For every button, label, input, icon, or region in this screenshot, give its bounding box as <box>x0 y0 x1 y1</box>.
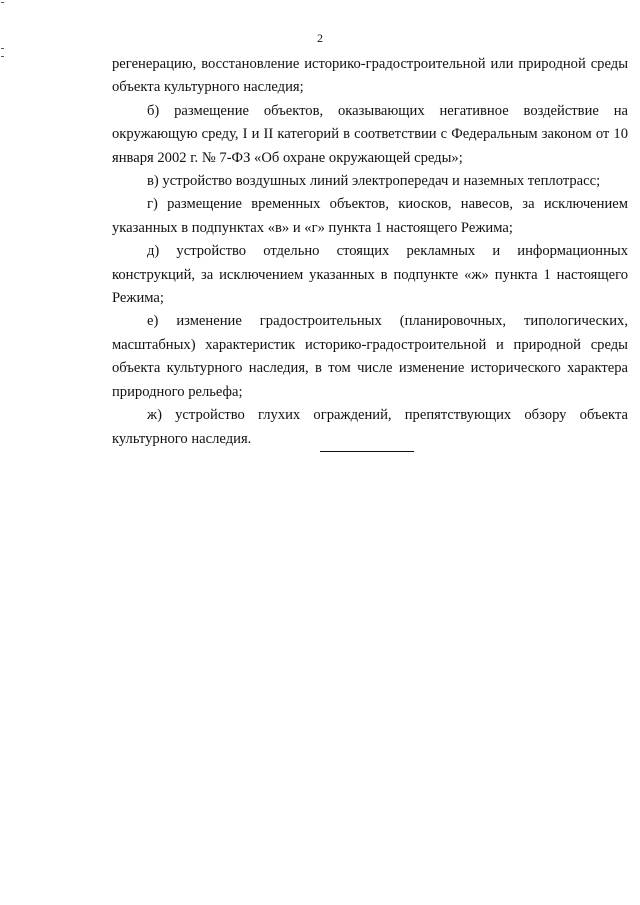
paragraph-continuation: регенерацию, восстановление историко-градостроительной или природной среды объекта культурного наследия; <box>112 56 628 96</box>
paragraph-item-d: д) устройство отдельно стоящих рекламных и информационных конструкций, за исключением указанных в подпункте «ж» пункта 1 настоящего Режима; <box>112 243 628 307</box>
paragraph-item-g: г) размещение временных объектов, киосков, навесов, за исключением указанных в подпунктах «в» и «г» пункта 1 настоящего Режима; <box>112 196 628 236</box>
end-of-text-divider <box>320 451 414 452</box>
paragraph-item-e: е) изменение градостроительных (планировочных, типологических, масштабных) характеристик историко-градостроительной и природной среды объекта культурного наследия, в том числе изменение исторического характера природного рельефа; <box>112 313 628 400</box>
page-number: 2 <box>317 31 323 45</box>
paragraph-item-b: б) размещение объектов, оказывающих негативное воздействие на окружающую среду, I и II категорий в соответствии с Федеральным законом от 10 января 2002 г. № 7-ФЗ «Об охране окружающей среды»; <box>112 102 628 166</box>
paragraph-item-zh: ж) устройство глухих ограждений, препятствующих обзору объекта культурного наследия. <box>112 407 628 447</box>
document-body <box>112 53 628 451</box>
paragraph-item-v: в) устройство воздушных линий электропередач и наземных теплотрасс; <box>147 173 601 190</box>
scan-mark-middle <box>1 48 4 49</box>
scan-mark-top <box>1 2 4 3</box>
scan-mark-lower <box>1 56 4 57</box>
